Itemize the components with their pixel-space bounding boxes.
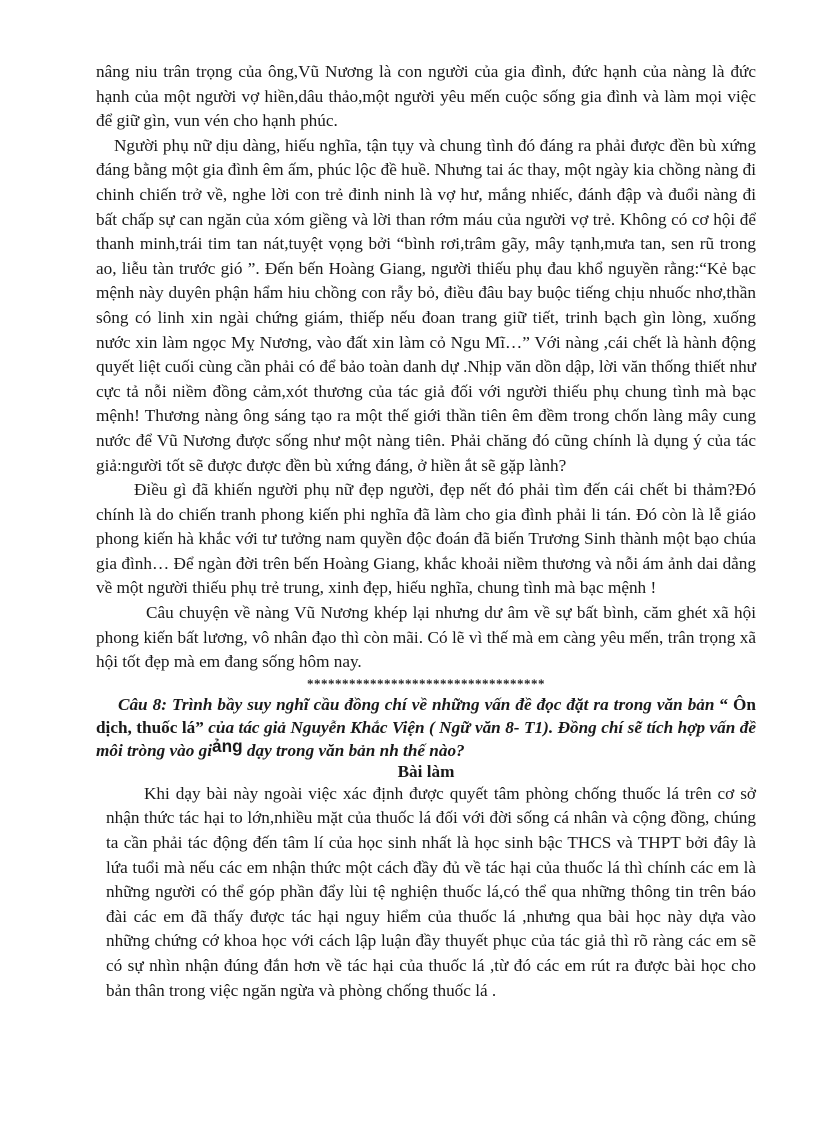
document-page [96, 60, 756, 1003]
paragraph-conclusion: Câu chuyện về nàng Vũ Nương khép lại nhưng dư âm về sự bất bình, căm ghét xã hội phong kiến bất lương, vô nhân đạo thì còn mãi. Có lẽ vì thế mà em càng yêu mến, trân trọng xã hội tốt đẹp mà em đang sống hôm nay. [96, 603, 756, 672]
answer-heading: Bài làm [397, 761, 455, 781]
question-text-part1: Câu 8: Trình bầy suy nghĩ cầu đồng chí về những vấn đề đọc đặt ra trong văn bản [118, 694, 715, 714]
paragraph-cause: Điều gì đã khiến người phụ nữ đẹp người, đẹp nết đó phải tìm đến cái chết bi thảm?Đó chính là do chiến tranh phong kiến phi nghĩa đã làm cho gia đình phải li tán. Đó còn là lễ giáo phong kiến hà khắc với tư tưởng nam quyền độc đoán đã biến Trương Sinh thành một bạo chúa gia đình… Để ngàn đời trên bến Hoàng Giang, khắc khoải niềm thương và nỗi ám ảnh dai dẳng về một người thiếu phụ trẻ trung, xinh đẹp, hiếu nghĩa, chung tình mà bạc mệnh ! [96, 480, 756, 598]
separator-stars: ********************************** [307, 675, 545, 691]
question-text-part3: dạy trong văn bản nh thế nào? [246, 740, 465, 760]
question-8 [96, 693, 756, 762]
answer-body: Khi dạy bài này ngoài việc xác định được quyết tâm phòng chống thuốc lá trên cơ sở nhận thức tác hại to lớn,nhiều mặt của thuốc lá đối với đời sống cá nhân và cộng đồng, chúng ta cần phải tác động đến tâm lí của học sinh nhất là học sinh bậc THCS và THPT bởi đây là lứa tuổi mà nếu các em nhận thức một cách đầy đủ về tác hại của thuốc lá thì chính các em là những người có thể góp phần đẩy lùi tệ nghiện thuốc lá,có thể qua những thông tin trên báo đài các em đã thấy được tác hại nguy hiểm của thuốc lá ,nhưng qua bài học này dựa vào những chứng cớ khoa học với cách lập luận đầy thuyết phục của tác giả thì rõ ràng các em sẽ có sự nhìn nhận đúng đắn hơn về tác hại của thuốc lá ,từ đó các em rút ra được bài học cho bản thân trong việc ngăn ngừa và phòng chống thuốc lá . [106, 783, 756, 1000]
question-text-raised: ảng [212, 735, 243, 756]
question-text-title: “ Ôn dịch, thuốc lá” [96, 694, 756, 737]
paragraph-vu-nuong-fate: Người phụ nữ dịu dàng, hiếu nghĩa, tận tụy và chung tình đó đáng ra phải được đền bù xứng đáng bằng một gia đình êm ấm, phúc lộc đề huề. Nhưng tai ác thay, một ngày kia chồng nàng đi chinh chiến trở về, nghe lời con trẻ đinh ninh là vợ hư, mắng nhiếc, đánh đập và đuổi nàng đi bất chấp sự can ngăn của xóm giềng và lời than rớm máu của người vợ trẻ. Không có cơ hội để thanh minh,trái tim tan nát,tuyệt vọng bởi “bình rơi,trâm gãy, mây tạnh,mưa tan, sen rũ trong ao, liễu tàn trước gió ”. Đến bến Hoàng Giang, người thiếu phụ đau khổ nguyền rằng:“Kẻ bạc mệnh này duyên phận hẩm hiu chồng con rẫy bỏ, điều đâu bay buộc tiếng chịu nhuốc nhơ,thần sông có linh xin ngài chứng giám, thiếp nếu đoan trang giữ tiết, trinh bạch gìn lòng, xuống nước xin làm ngọc Mỵ Nương, vào đất xin làm cỏ Ngu Mĩ…” Với nàng ,cái chết là hành động quyết liệt cuối cùng cần phải có để bảo toàn danh dự .Nhịp văn dồn dập, lời văn thống thiết như cực tả nỗi niềm đồng cảm,xót thương của tác giả đối với người thiếu phụ chung tình mà bạc mệnh! Thương nàng ông sáng tạo ra một thế giới thần tiên êm đềm trong chốn làng mây cung nước để Vũ Nương được sống như một nàng tiên. Phải chăng đó cũng chính là dụng ý của tác giả:người tốt sẽ được được đền bù xứng đáng, ở hiền ắt sẽ gặp lành? [96, 135, 756, 475]
paragraph-intro: nâng niu trân trọng của ông,Vũ Nương là con người của gia đình, đức hạnh của nàng là đức hạnh của một người vợ hiền,dâu thảo,một người yêu mến cuộc sống gia đình và làm mọi việc để giữ gìn, vun vén cho hạnh phúc. [96, 62, 756, 131]
question-text-part2: của tác giả Nguyễn Khắc Viện ( Ngữ văn 8- T1). Đồng chí sẽ tích hợp vấn đề môi tròng vào gi [96, 717, 756, 760]
